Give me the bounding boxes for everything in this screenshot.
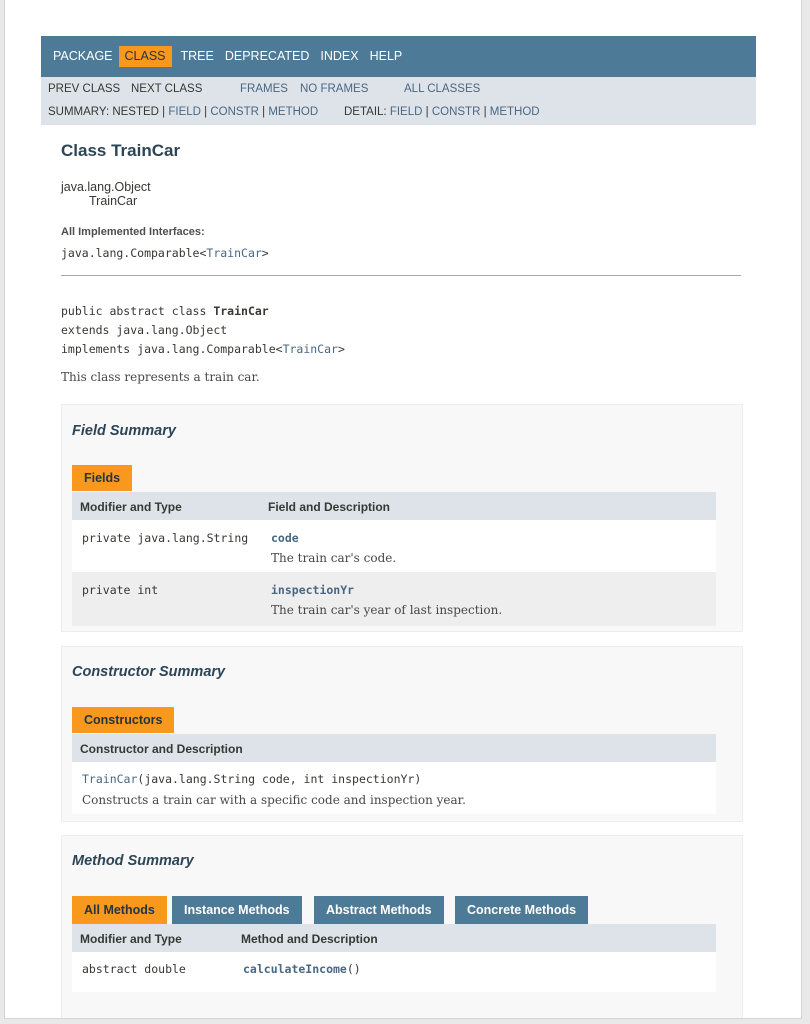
method-calculateincome-link[interactable]: calculateIncome — [243, 962, 347, 976]
tab-abstract-methods[interactable]: Abstract Methods — [314, 896, 444, 924]
frames-link[interactable]: FRAMES — [240, 83, 288, 95]
table-row — [72, 572, 716, 626]
sig-implements-suffix: > — [337, 342, 345, 356]
class-signature — [61, 302, 345, 359]
sig-class-name: TrainCar — [213, 304, 269, 318]
nav-tree[interactable]: TREE — [180, 49, 214, 63]
nav-class: CLASS — [119, 46, 172, 67]
method-summary-section — [61, 835, 743, 1018]
nav-package[interactable]: PACKAGE — [53, 49, 113, 63]
prev-class-label: PREV CLASS — [48, 83, 121, 95]
tab-instance-methods[interactable]: Instance Methods — [172, 896, 302, 924]
sig-traincar-link[interactable]: TrainCar — [282, 342, 338, 356]
summary-method-link[interactable]: METHOD — [268, 106, 319, 118]
separator: | — [425, 106, 429, 118]
javadoc-page — [5, 0, 801, 1018]
next-class-label: NEXT CLASS — [131, 83, 203, 95]
nav-help[interactable]: HELP — [369, 49, 403, 63]
tab-all-methods[interactable]: All Methods — [72, 896, 167, 924]
divider — [61, 275, 741, 276]
tab-concrete-methods[interactable]: Concrete Methods — [455, 896, 588, 924]
implemented-interfaces-value — [61, 246, 269, 260]
field-code-link[interactable]: code — [271, 531, 299, 545]
field-type: private java.lang.String — [82, 531, 249, 545]
field-type: private int — [82, 583, 159, 597]
inherit-child: TrainCar — [89, 194, 138, 208]
constructor-description: Constructs a train car with a specific code and inspection year. — [82, 793, 466, 807]
field-summary-heading: Field Summary — [72, 423, 176, 439]
method-type: abstract double — [82, 962, 186, 976]
sub-navbar — [41, 77, 756, 125]
separator: | — [262, 106, 266, 118]
table-header — [72, 492, 716, 520]
detail-constr-link[interactable]: CONSTR — [431, 106, 481, 118]
method-summary-heading: Method Summary — [72, 853, 194, 869]
top-navbar — [41, 36, 756, 77]
inherit-parent: java.lang.Object — [61, 180, 151, 194]
col-constructor-description: Constructor and Description — [80, 742, 243, 756]
constructors-caption: Constructors — [72, 707, 174, 733]
implemented-interfaces-heading: All Implemented Interfaces: — [61, 226, 205, 238]
col-method-description: Method and Description — [241, 932, 378, 946]
field-description: The train car's code. — [271, 551, 397, 565]
page-title: Class TrainCar — [61, 141, 181, 160]
sig-line1-prefix: public abstract class — [61, 304, 214, 318]
constructor-summary-heading: Constructor Summary — [72, 664, 226, 680]
impl-traincar-link[interactable]: TrainCar — [206, 246, 262, 260]
impl-prefix: java.lang.Comparable< — [61, 246, 207, 260]
table-row — [72, 520, 716, 572]
table-header — [72, 734, 716, 762]
detail-field-link[interactable]: FIELD — [389, 106, 423, 118]
field-description: The train car's year of last inspection. — [271, 603, 503, 617]
summary-field-link[interactable]: FIELD — [168, 106, 201, 118]
detail-label: DETAIL: — [344, 106, 387, 118]
class-description: This class represents a train car. — [61, 370, 260, 384]
col-modifier-type: Modifier and Type — [80, 500, 182, 514]
separator: | — [204, 106, 208, 118]
table-row — [72, 762, 716, 814]
impl-suffix: > — [261, 246, 269, 260]
constructor-summary-section — [61, 646, 743, 822]
field-summary-section — [61, 404, 743, 632]
all-classes-link[interactable]: ALL CLASSES — [404, 83, 481, 95]
table-row — [72, 952, 716, 992]
no-frames-link[interactable]: NO FRAMES — [300, 83, 369, 95]
col-modifier-type: Modifier and Type — [80, 932, 182, 946]
constructor-params: (java.lang.String code, int inspectionYr) — [137, 772, 422, 786]
fields-caption: Fields — [72, 465, 132, 491]
summary-constr-link[interactable]: CONSTR — [210, 106, 259, 118]
method-params: () — [346, 962, 361, 976]
summary-label: SUMMARY: NESTED | — [48, 106, 166, 118]
constructor-traincar-link[interactable]: TrainCar — [82, 772, 138, 786]
table-header — [72, 924, 716, 952]
detail-method-link[interactable]: METHOD — [489, 106, 540, 118]
separator: | — [483, 106, 487, 118]
sig-implements-prefix: implements java.lang.Comparable< — [61, 342, 283, 356]
nav-deprecated[interactable]: DEPRECATED — [224, 49, 310, 63]
col-field-description: Field and Description — [268, 500, 391, 514]
inheritance-tree — [61, 180, 151, 208]
nav-index[interactable]: INDEX — [320, 49, 359, 63]
field-inspectionyr-link[interactable]: inspectionYr — [271, 583, 355, 597]
sig-extends: extends java.lang.Object — [61, 323, 228, 337]
